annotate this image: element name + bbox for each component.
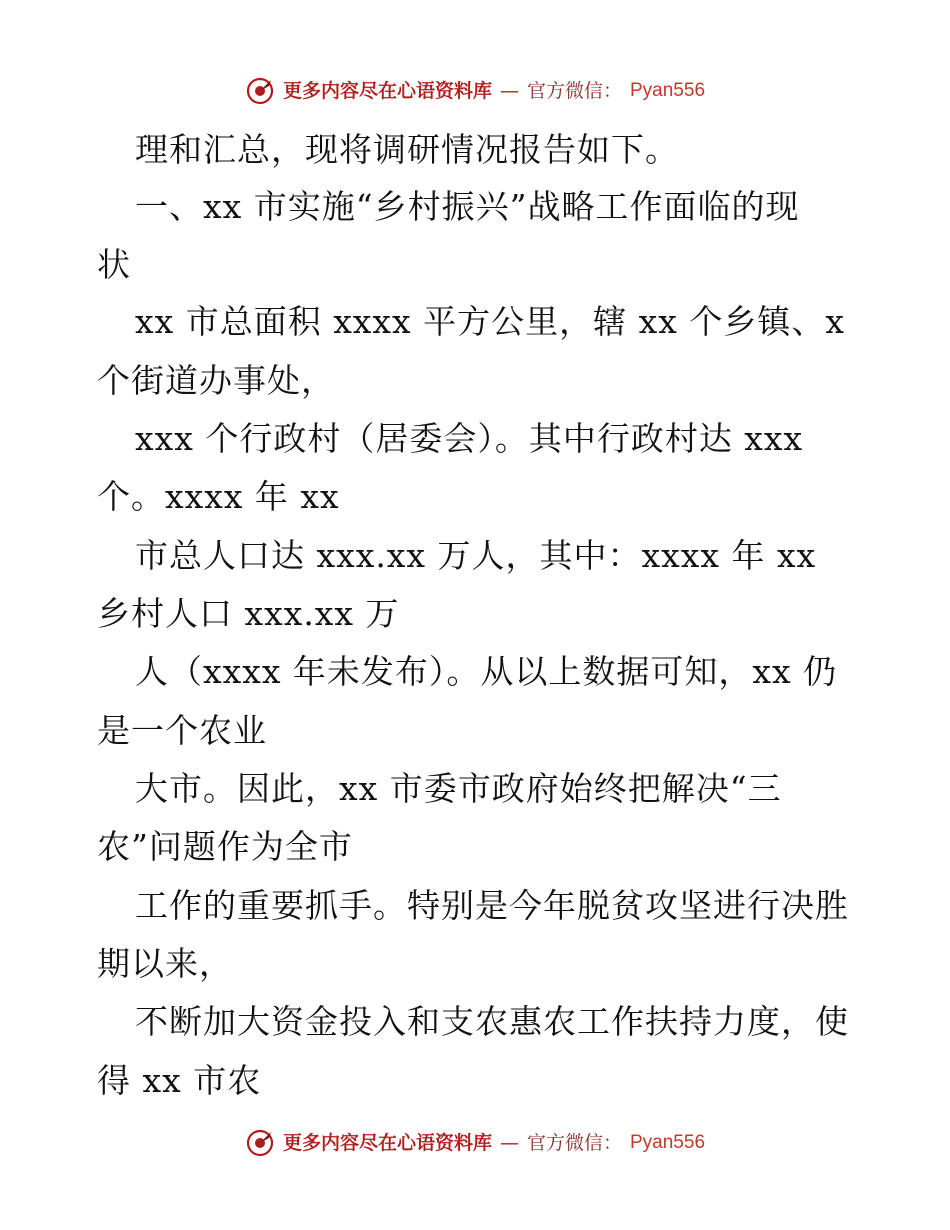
watermark-wechat-id: Pyan556 — [630, 80, 706, 101]
watermark-brand: 更多内容尽在心语资料库 — [282, 1132, 492, 1154]
watermark-wechat-label: 官方微信： — [526, 80, 622, 102]
body-line: 乡村人口 xxx.xx 万 — [97, 594, 400, 633]
body-line: 得 xx 市农 — [97, 1061, 262, 1100]
body-line: 不断加大资金投入和支农惠农工作扶持力度，使 — [135, 1002, 849, 1041]
watermark-dash: — — [499, 1132, 519, 1154]
watermark-dash: — — [499, 80, 519, 102]
section-heading-line: 一、xx 市实施“乡村振兴”战略工作面临的现 — [135, 187, 800, 226]
body-line: 个。xxxx 年 xx — [97, 477, 340, 516]
body-line: xx 市总面积 xxxx 平方公里，辖 xx 个乡镇、x — [135, 302, 845, 341]
body-line: 农”问题作为全市 — [97, 827, 353, 866]
body-line: 个街道办事处， — [97, 361, 335, 400]
body-line: 市总人口达 xxx.xx 万人，其中：xxxx 年 xx — [135, 536, 817, 575]
watermark-brand: 更多内容尽在心语资料库 — [282, 80, 492, 102]
section-heading-line: 状 — [97, 245, 131, 284]
body-line: 大市。因此，xx 市委市政府始终把解决“三 — [135, 769, 782, 808]
quill-seal-icon — [245, 76, 275, 106]
body-line: 工作的重要抓手。特别是今年脱贫攻坚进行决胜 — [135, 886, 849, 925]
body-line: xxx 个行政村（居委会）。其中行政村达 xxx — [135, 419, 804, 458]
quill-seal-icon — [245, 1128, 275, 1158]
body-line: 人（xxxx 年未发布）。从以上数据可知，xx 仍 — [135, 652, 838, 691]
watermark-wechat-id: Pyan556 — [630, 1132, 706, 1153]
watermark-banner-top — [0, 76, 950, 106]
body-line: 期以来， — [97, 944, 233, 983]
body-line: 是一个农业 — [97, 711, 267, 750]
watermark-wechat-label: 官方微信： — [526, 1132, 622, 1154]
watermark-banner-bottom — [0, 1128, 950, 1158]
body-line: 理和汇总，现将调研情况报告如下。 — [135, 130, 679, 169]
